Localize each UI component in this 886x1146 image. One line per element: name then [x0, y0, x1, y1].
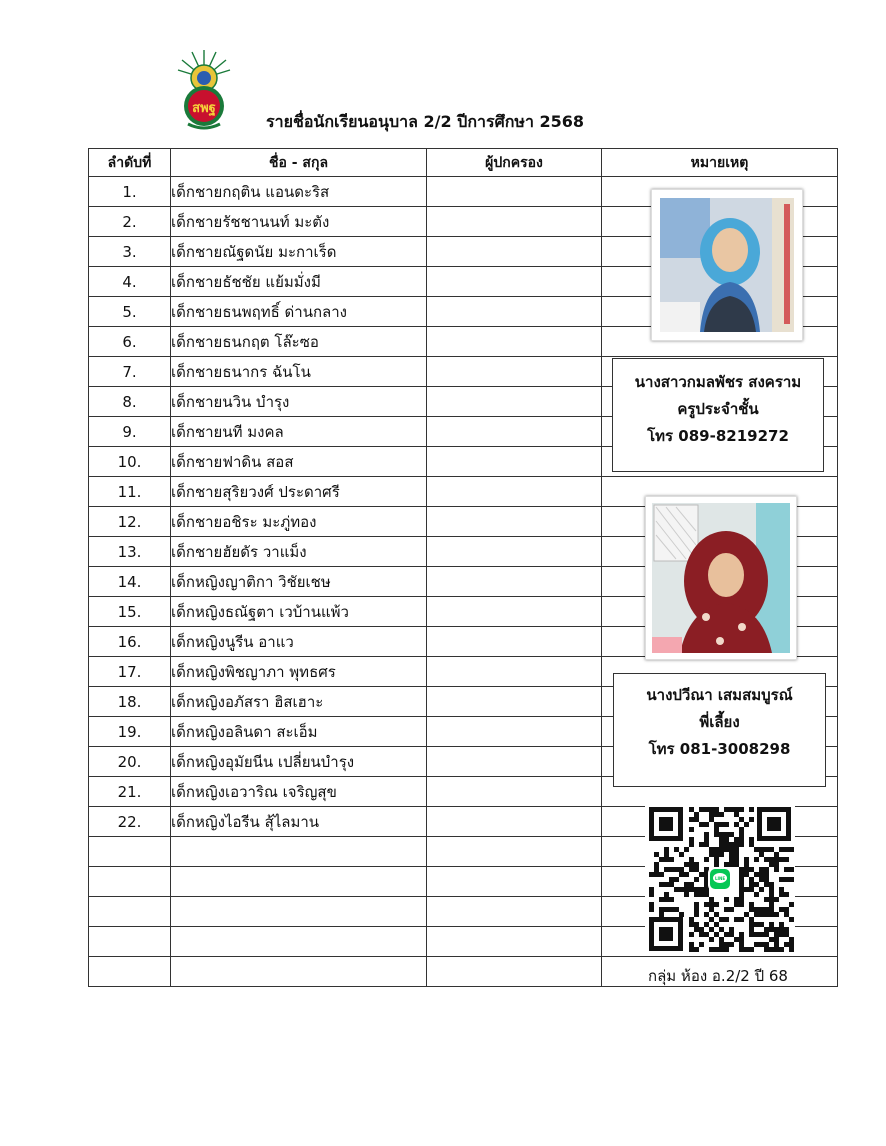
guardian-cell — [427, 867, 602, 897]
row-number — [89, 837, 171, 867]
row-number: 5. — [89, 297, 171, 327]
student-name — [171, 867, 427, 897]
row-number: 15. — [89, 597, 171, 627]
guardian-cell — [427, 507, 602, 537]
school-logo — [176, 48, 232, 132]
row-number: 7. — [89, 357, 171, 387]
row-number: 3. — [89, 237, 171, 267]
row-number: 14. — [89, 567, 171, 597]
teacher-info-card — [612, 358, 824, 472]
row-number: 17. — [89, 657, 171, 687]
svg-text:LINE: LINE — [714, 876, 726, 881]
row-number — [89, 897, 171, 927]
student-name — [171, 837, 427, 867]
student-name: เด็กชายนวิน บำรุง — [171, 387, 427, 417]
line-group-qr-code[interactable] — [645, 803, 795, 955]
row-number — [89, 867, 171, 897]
guardian-cell — [427, 687, 602, 717]
header-guardian: ผู้ปกครอง — [427, 149, 602, 177]
row-number: 9. — [89, 417, 171, 447]
row-number: 18. — [89, 687, 171, 717]
guardian-cell — [427, 897, 602, 927]
student-name: เด็กชายฮัยดัร วาแม็ง — [171, 537, 427, 567]
guardian-cell — [427, 177, 602, 207]
guardian-cell — [427, 327, 602, 357]
guardian-cell — [427, 747, 602, 777]
guardian-cell — [427, 597, 602, 627]
student-name — [171, 897, 427, 927]
student-name: เด็กชายธนกฤต โล๊ะซอ — [171, 327, 427, 357]
guardian-cell — [427, 807, 602, 837]
guardian-cell — [427, 567, 602, 597]
student-name: เด็กชายสุริยวงศ์ ประดาศรี — [171, 477, 427, 507]
document-title: รายชื่อนักเรียนอนุบาล 2/2 ปีการศึกษา 2568 — [266, 112, 585, 131]
student-name: เด็กหญิงธณัฐตา เวบ้านแพ้ว — [171, 597, 427, 627]
caretaker-info-card — [613, 673, 826, 787]
student-name: เด็กชายกฤติน แอนดะริส — [171, 177, 427, 207]
header-name: ชื่อ - สกุล — [171, 149, 427, 177]
student-name: เด็กหญิงอภัสรา ฮิสเฮาะ — [171, 687, 427, 717]
guardian-cell — [427, 777, 602, 807]
row-number: 19. — [89, 717, 171, 747]
student-name: เด็กชายรัชชานนท์ มะตัง — [171, 207, 427, 237]
student-name: เด็กชายธนากร ฉันโน — [171, 357, 427, 387]
caretaker-photo — [645, 496, 797, 660]
teacher-photo — [651, 189, 803, 341]
student-name: เด็กหญิงอลินดา สะเอ็ม — [171, 717, 427, 747]
caretaker-role: พี่เลี้ยง — [699, 713, 740, 731]
guardian-cell — [427, 657, 602, 687]
student-name: เด็กชายอชิระ มะภู่ทอง — [171, 507, 427, 537]
guardian-cell — [427, 297, 602, 327]
row-number: 1. — [89, 177, 171, 207]
student-name: เด็กหญิงเอวาริณ เจริญสุข — [171, 777, 427, 807]
guardian-cell — [427, 267, 602, 297]
student-name: เด็กหญิงพิชญาภา พุทธศร — [171, 657, 427, 687]
header-number: ลำดับที่ — [89, 149, 171, 177]
student-name: เด็กหญิงไอรีน สุ้ไลมาน — [171, 807, 427, 837]
row-number: 22. — [89, 807, 171, 837]
row-number: 16. — [89, 627, 171, 657]
guardian-cell — [427, 717, 602, 747]
guardian-cell — [427, 207, 602, 237]
row-number — [89, 957, 171, 987]
student-name: เด็กชายธนพฤทธิ์ ด่านกลาง — [171, 297, 427, 327]
header-remarks: หมายเหตุ — [602, 149, 838, 177]
student-name — [171, 927, 427, 957]
row-number: 21. — [89, 777, 171, 807]
caretaker-phone: โทร 081-3008298 — [648, 740, 791, 758]
student-name: เด็กชายธัชชัย แย้มมั่งมี — [171, 267, 427, 297]
student-name: เด็กหญิงญาติกา วิชัยเชษ — [171, 567, 427, 597]
teacher-role: ครูประจำชั้น — [677, 400, 759, 418]
teacher-phone: โทร 089-8219272 — [647, 427, 789, 445]
student-name: เด็กชายฟาดิน สอส — [171, 447, 427, 477]
row-number: 12. — [89, 507, 171, 537]
row-number: 20. — [89, 747, 171, 777]
line-app-icon — [710, 869, 730, 889]
row-number: 11. — [89, 477, 171, 507]
guardian-cell — [427, 837, 602, 867]
guardian-cell — [427, 237, 602, 267]
guardian-cell — [427, 537, 602, 567]
guardian-cell — [427, 627, 602, 657]
guardian-cell — [427, 417, 602, 447]
row-number: 8. — [89, 387, 171, 417]
guardian-cell — [427, 957, 602, 987]
guardian-cell — [427, 477, 602, 507]
caretaker-name: นางปวีณา เสมสมบูรณ์ — [646, 686, 793, 704]
row-number: 13. — [89, 537, 171, 567]
guardian-cell — [427, 387, 602, 417]
student-name — [171, 957, 427, 987]
row-number: 4. — [89, 267, 171, 297]
student-name: เด็กชายณัฐดนัย มะกาเร็ด — [171, 237, 427, 267]
svg-text:สพฐ: สพฐ — [192, 101, 216, 116]
table-header-row — [89, 149, 838, 177]
student-name: เด็กหญิงอุมัยนีน เปลี่ยนบำรุง — [171, 747, 427, 777]
student-name: เด็กชายนที มงคล — [171, 417, 427, 447]
qr-caption: กลุ่ม ห้อง อ.2/2 ปี 68 — [648, 967, 788, 985]
teacher-name: นางสาวกมลพัชร สงคราม — [634, 373, 802, 391]
guardian-cell — [427, 357, 602, 387]
guardian-cell — [427, 927, 602, 957]
guardian-cell — [427, 447, 602, 477]
row-number: 10. — [89, 447, 171, 477]
row-number: 6. — [89, 327, 171, 357]
row-number — [89, 927, 171, 957]
row-number: 2. — [89, 207, 171, 237]
student-name: เด็กหญิงนูรีน อาแว — [171, 627, 427, 657]
